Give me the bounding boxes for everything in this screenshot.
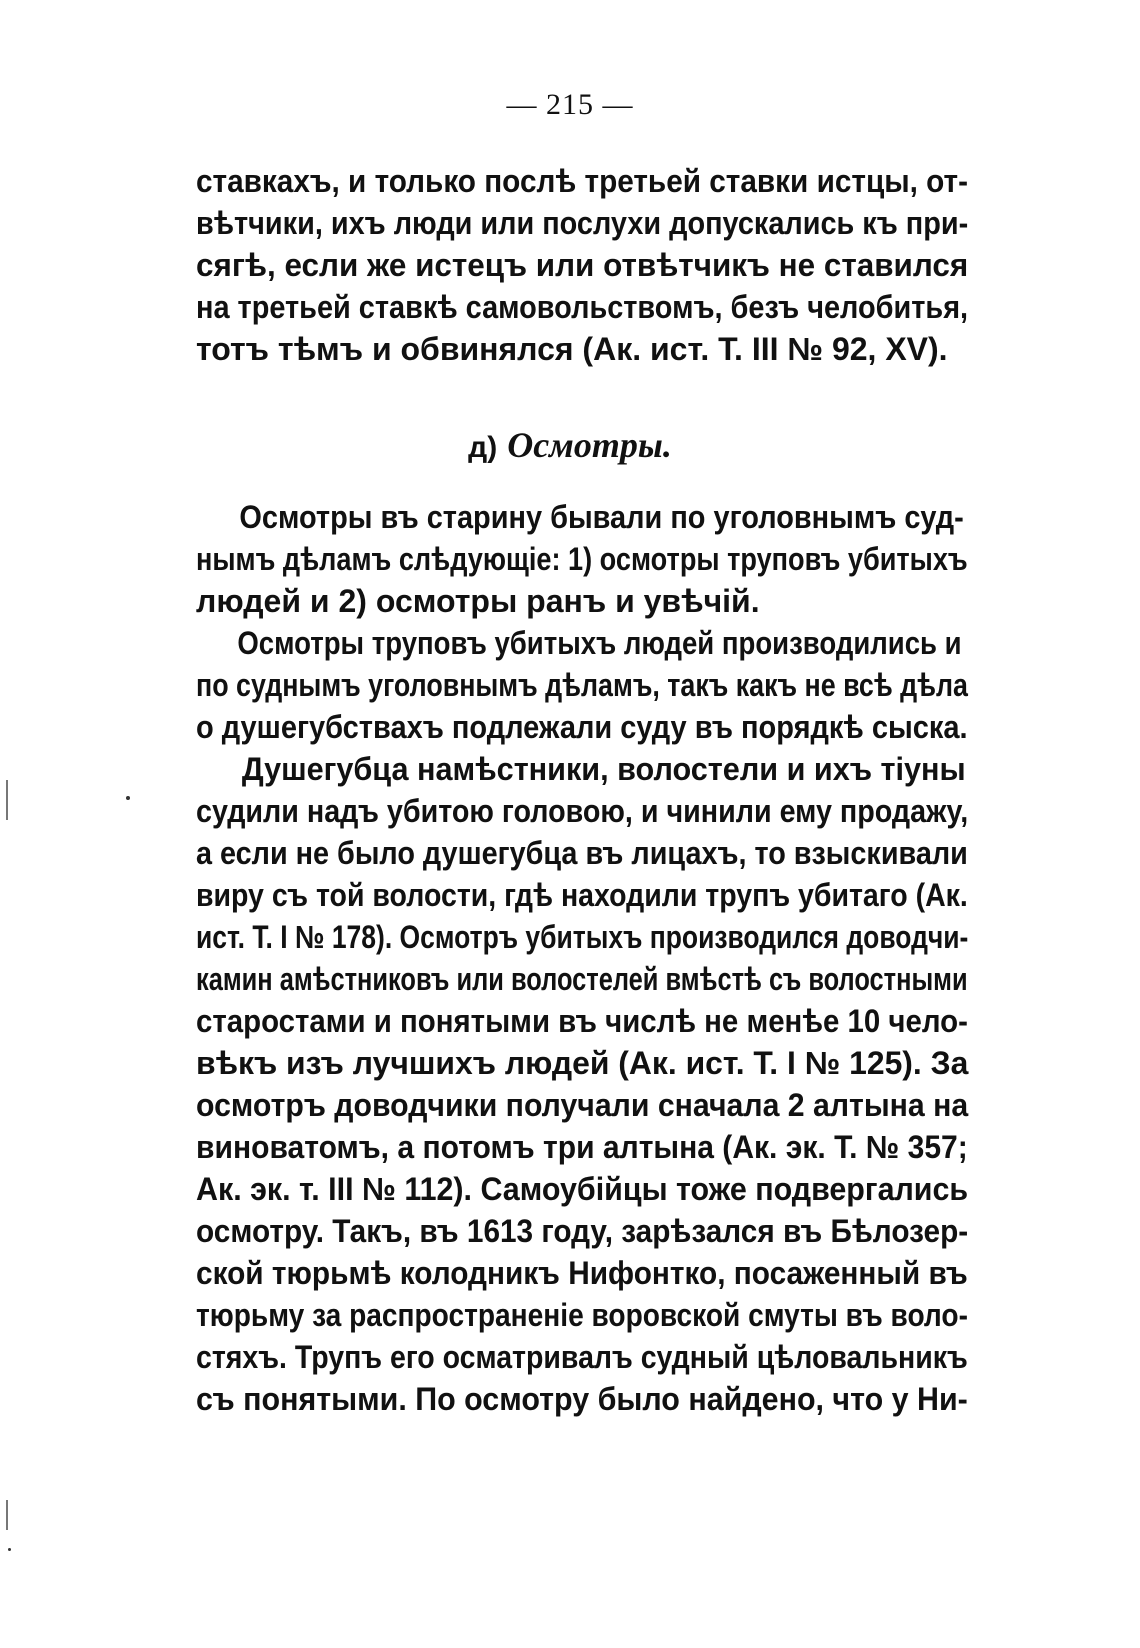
section-marker: д) xyxy=(468,431,498,464)
text-line: камин амѣстниковъ или волостелей вмѣстѣ съ волостными xyxy=(196,961,968,997)
text-line: вѣкъ изъ лучшихъ людей (Ак. ист. Т. I № 125). За xyxy=(196,1045,969,1081)
text-line: тюрьму за распространеніе воровской смуты въ воло- xyxy=(196,1297,968,1333)
text-line: стяхъ. Трупъ его осматривалъ судный цѣловальникъ xyxy=(196,1339,968,1375)
text-line: виноватомъ, а потомъ три алтына (Ак. эк. Т. № 357; xyxy=(196,1129,968,1165)
text-line: а если не было душегубца въ лицахъ, то взыскивали xyxy=(196,835,968,871)
text-line: ист. Т. I № 178). Осмотръ убитыхъ производился доводчи- xyxy=(196,919,969,955)
scan-speck xyxy=(8,1548,11,1551)
text-line: ставкахъ, и только послѣ третьей ставки истцы, от- xyxy=(196,163,969,199)
scan-speck xyxy=(126,796,130,800)
continued-paragraph xyxy=(196,160,968,370)
text-line: судили надъ убитою головою, и чинили ему продажу, xyxy=(196,793,969,829)
text-line: сягѣ, если же истецъ или отвѣтчикъ не ставился xyxy=(196,247,969,283)
text-line: ской тюрьмѣ колодникъ Нифонтко, посаженный въ xyxy=(196,1255,968,1291)
text-line: о душегубствахъ подлежали суду въ порядкѣ сыска. xyxy=(196,709,968,745)
text-line: людей и 2) осмотры ранъ и увѣчій. xyxy=(196,583,760,619)
text-line: вѣтчики, ихъ люди или послухи допускались къ при- xyxy=(196,205,969,241)
text-line: осмотръ доводчики получали сначала 2 алтына на xyxy=(196,1087,969,1123)
text-line: нымъ дѣламъ слѣдующіе: 1) осмотры труповъ убитыхъ xyxy=(196,541,968,577)
text-line: на третьей ставкѣ самовольствомъ, безъ челобитья, xyxy=(196,289,969,325)
scan-speck xyxy=(6,780,8,820)
scan-speck xyxy=(6,1500,8,1530)
paragraph-first-line: Осмотры въ старину бывали по уголовнымъ суд- xyxy=(239,499,964,535)
text-line: по суднымъ уголовнымъ дѣламъ, такъ какъ не всѣ дѣла xyxy=(196,667,968,703)
text-line: тотъ тѣмъ и обвинялся (Ак. ист. Т. III № 92, XV). xyxy=(196,331,948,367)
section-heading xyxy=(0,424,1140,466)
section-title: Осмотры. xyxy=(507,425,672,465)
text-line: виру съ той волости, гдѣ находили трупъ убитаго (Ак. xyxy=(196,877,968,913)
paragraph-first-line: Осмотры труповъ убитыхъ людей производились и xyxy=(237,625,962,661)
text-line: съ понятыми. По осмотру было найдено, что у Ни- xyxy=(196,1381,968,1417)
text-line: старостами и понятыми въ числѣ не менѣе 10 чело- xyxy=(196,1003,968,1039)
page-number: — 215 — xyxy=(506,88,634,121)
text-line: осмотру. Такъ, въ 1613 году, зарѣзался въ Бѣлозер- xyxy=(196,1213,969,1249)
text-line: Ак. эк. т. III № 112). Самоубійцы тоже подвергались xyxy=(196,1171,969,1207)
paragraph-first-line: Душегубца намѣстники, волостели и ихъ тіуны xyxy=(241,751,966,787)
section-body xyxy=(196,496,968,1420)
